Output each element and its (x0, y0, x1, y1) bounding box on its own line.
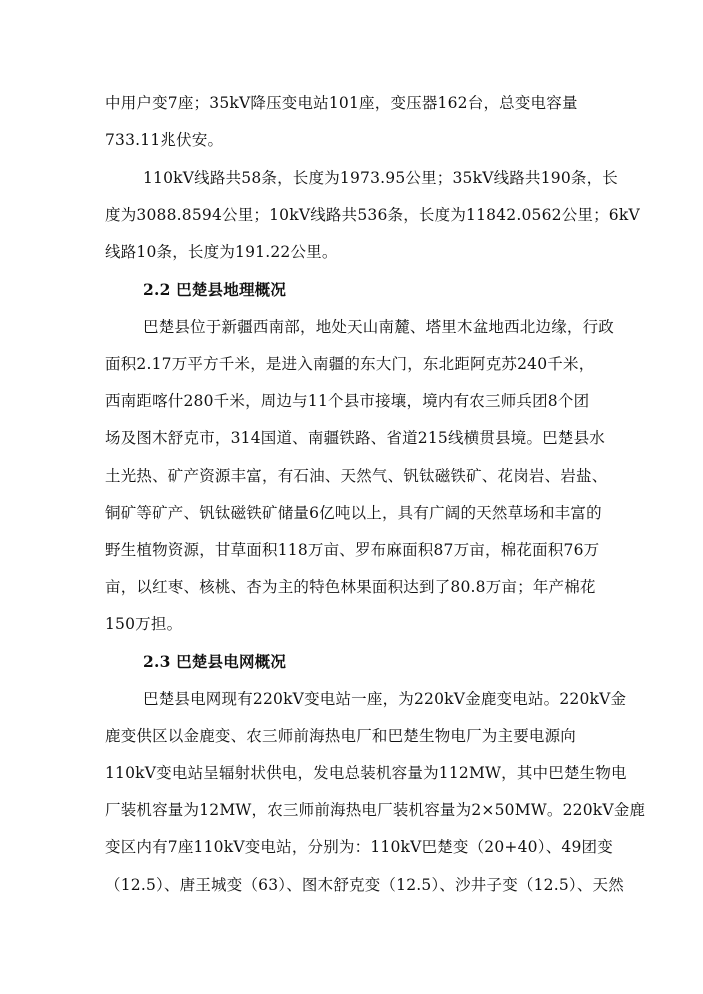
section-heading: 2.3 巴楚县电网概况 (143, 652, 287, 671)
text-line: 厂装机容量为12MW，农三师前海热电厂装机容量为2×50MW。220kV金鹿 (105, 801, 646, 819)
text-line: 铜矿等矿产、钒钛磁铁矿储量6亿吨以上，具有广阔的天然草场和丰富的 (105, 504, 602, 522)
text-line: 110kV变电站呈辐射状供电，发电总装机容量为112MW，其中巴楚生物电 (105, 764, 627, 782)
text-line: 110kV线路共58条，长度为1973.95公里；35kV线路共190条，长 (143, 169, 618, 187)
text-line: 鹿变供区以金鹿变、农三师前海热电厂和巴楚生物电厂为主要电源向 (105, 727, 577, 745)
text-line: 线路10条，长度为191.22公里。 (105, 243, 338, 261)
section-heading: 2.2 巴楚县地理概况 (143, 280, 287, 299)
text-line: 巴楚县位于新疆西南部，地处天山南麓、塔里木盆地西北边缘，行政 (143, 318, 615, 336)
text-line: 150万担。 (105, 615, 183, 633)
text-line: （12.5）、唐王城变（63）、图木舒克变（12.5）、沙井子变（12.5）、天然 (105, 876, 624, 894)
text-line: 亩，以红枣、核桃、杏为主的特色林果面积达到了80.8万亩；年产棉花 (105, 578, 596, 596)
text-line: 度为3088.8594公里；10kV线路共536条，长度为11842.0562公里；6kV (105, 206, 640, 224)
text-line: 西南距喀什280千米，周边与11个县市接壤，境内有农三师兵团8个团 (105, 392, 590, 410)
text-line: 变区内有7座110kV变电站，分别为：110kV巴楚变（20+40）、49团变 (105, 838, 613, 856)
text-line: 野生植物资源，甘草面积118万亩、罗布麻面积87万亩，棉花面积76万 (105, 541, 600, 559)
text-line: 场及图木舒克市，314国道、南疆铁路、省道215线横贯县境。巴楚县水 (105, 429, 605, 447)
text-line: 巴楚县电网现有220kV变电站一座，为220kV金鹿变电站。220kV金 (143, 690, 627, 708)
text-line: 中用户变7座；35kV降压变电站101座，变压器162台，总变电容量 (105, 94, 578, 112)
text-line: 面积2.17万平方千米，是进入南疆的东大门，东北距阿克苏240千米， (105, 355, 595, 373)
text-line: 土光热、矿产资源丰富，有石油、天然气、钒钛磁铁矿、花岗岩、岩盐、 (105, 467, 608, 485)
text-line: 733.11兆伏安。 (105, 131, 224, 149)
